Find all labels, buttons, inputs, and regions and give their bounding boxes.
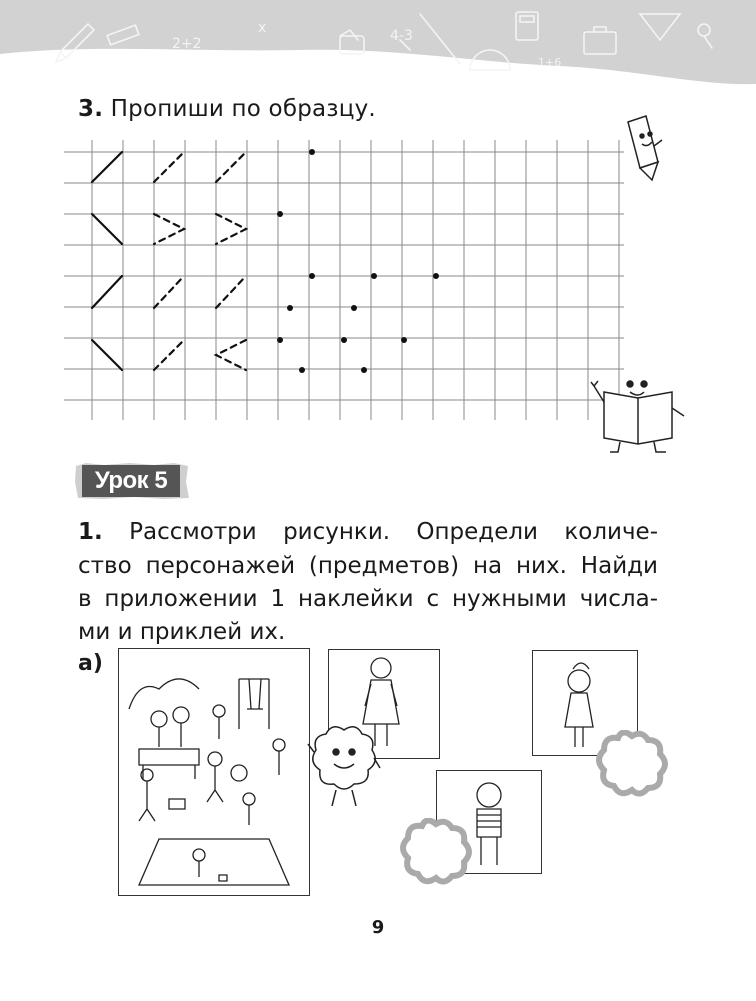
task-number: 1. xyxy=(78,519,103,545)
task-3-heading xyxy=(78,96,376,122)
lesson-title: Урок 5 xyxy=(94,467,168,494)
playground-scene-image xyxy=(118,648,310,896)
header-doodle-band xyxy=(0,0,756,110)
playground-illustration xyxy=(119,649,309,895)
task-number: 3. xyxy=(78,96,104,122)
task-text: Пропиши по образцу. xyxy=(110,96,376,122)
sticker-slot-icon[interactable] xyxy=(596,730,668,800)
book-mascot-icon xyxy=(590,372,688,454)
header-mark: 4-3 xyxy=(390,28,413,44)
part-a-label: а) xyxy=(78,651,103,676)
sticker-mascot-icon xyxy=(306,718,382,810)
pencil-mascot-icon xyxy=(618,112,664,188)
header-mark: 2+2 xyxy=(172,36,202,52)
task-1-line: ство персонажей (предметов) на них. Найди xyxy=(78,553,658,579)
copy-pattern-grid[interactable] xyxy=(64,140,644,420)
page-number: 9 xyxy=(371,917,385,938)
task-1-line: в приложении 1 наклейки с нужными числа- xyxy=(78,586,658,612)
sticker-slot-icon[interactable] xyxy=(400,818,472,888)
header-mark: 1+6 xyxy=(538,56,562,69)
header-mark: x xyxy=(258,20,267,36)
task-text: Рассмотри рисунки. Определи количе- xyxy=(129,519,659,545)
task-1-line xyxy=(78,515,658,549)
task-1-line: ми и приклей их. xyxy=(78,619,286,645)
